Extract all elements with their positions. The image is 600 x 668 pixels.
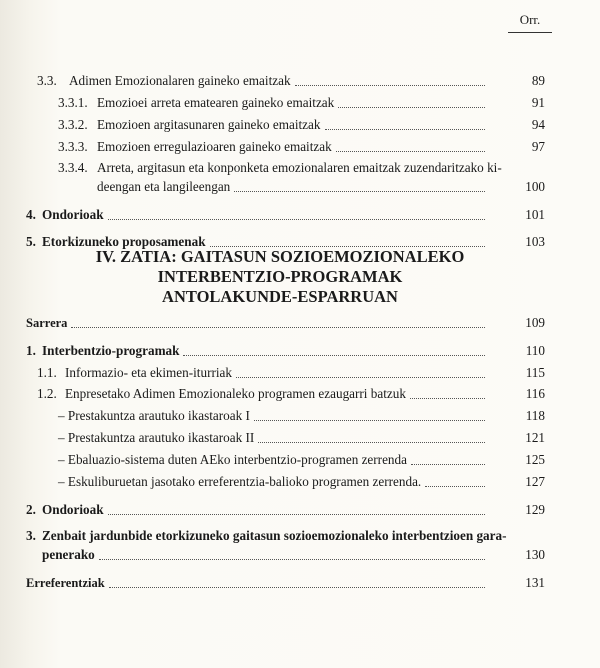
toc-entry[interactable]: – Prestakuntza arautuko ikastaroak I 118 [58,408,545,423]
toc-entry[interactable]: 4. Ondorioak 101 [26,207,545,222]
page-number: 100 [525,179,545,194]
page-number: 97 [531,139,545,154]
toc-entry-first-line: 3.3.4. Arreta, argitasun eta konponketa emozionalaren emaitzak zuzendaritzako ki- [58,160,502,175]
page-number: 127 [525,474,545,489]
page-number: 103 [525,234,545,249]
page-number: 110 [525,343,545,358]
leader-dots [99,559,485,560]
part-title: IV. ZATIA: GAITASUN SOZIOEMOZIONALEKO INTERBENTZIO-PROGRAMAK ANTOLAKUNDE-ESPARRUAN [95,247,465,306]
toc-entry-first-line: 3. Zenbait jardunbide etorkizuneko gaitasun sozioemozionaleko interbentzioen gara- [26,528,507,543]
toc-entry[interactable]: – Ebaluazio-sistema duten AEko interbentzio-programen zerrenda 125 [58,452,545,467]
leader-dots [336,151,485,152]
leader-dots [410,398,485,399]
leader-dots [109,587,485,588]
leader-dots [425,486,485,487]
leader-dots [234,191,485,192]
page-number: 91 [531,95,545,110]
leader-dots [325,129,486,130]
toc-entry[interactable]: 1. Interbentzio-programak 110 [26,343,545,358]
leader-dots [411,464,485,465]
leader-dots [295,85,485,86]
toc-entry[interactable]: Sarrera 109 [26,315,545,330]
toc-entry[interactable]: 1.1. Informazio- eta ekimen-iturriak 115 [37,365,545,380]
page-number: 130 [525,547,545,562]
page-number: 118 [525,408,545,423]
page-number: 121 [525,430,545,445]
page-number: 116 [525,386,545,401]
toc-entry[interactable]: 5. Etorkizuneko proposamenak 103 [26,234,545,249]
leader-dots [108,514,485,515]
toc-entry[interactable]: Erreferentziak 131 [26,575,545,590]
page-number: 94 [531,117,545,132]
page-number: 109 [525,315,545,330]
page-number: 131 [525,575,545,590]
toc-entry[interactable]: deengan eta langileengan 100 [97,179,545,194]
leader-dots [71,327,485,328]
toc-entry[interactable]: – Prestakuntza arautuko ikastaroak II 121 [58,430,545,445]
toc-entry[interactable]: 3.3. Adimen Emozionalaren gaineko emaitzak 89 [37,73,545,88]
leader-dots [183,355,485,356]
page-column-header: Orr. [508,12,552,33]
toc-entry[interactable]: penerako 130 [42,547,545,562]
page-number: 129 [525,502,545,517]
toc-entry[interactable]: 3.3.2. Emozioen argitasunaren gaineko emaitzak 94 [58,117,545,132]
page-number: 115 [525,365,545,380]
page-number: 89 [531,73,545,88]
toc-entry[interactable]: – Eskuliburuetan jasotako erreferentzia-balioko programen zerrenda. 127 [58,474,545,489]
toc-entry[interactable]: 2. Ondorioak 129 [26,502,545,517]
leader-dots [108,219,485,220]
leader-dots [254,420,485,421]
page-number: 125 [525,452,545,467]
page-number: 101 [525,207,545,222]
toc-entry[interactable]: 3.3.3. Emozioen erregulazioaren gaineko emaitzak 97 [58,139,545,154]
leader-dots [338,107,485,108]
toc-entry[interactable]: 1.2. Enpresetako Adimen Emozionaleko programen ezaugarri batzuk 116 [37,386,545,401]
toc-entry[interactable]: 3.3.1. Emozioei arreta ematearen gaineko emaitzak 91 [58,95,545,110]
leader-dots [236,377,485,378]
leader-dots [258,442,485,443]
